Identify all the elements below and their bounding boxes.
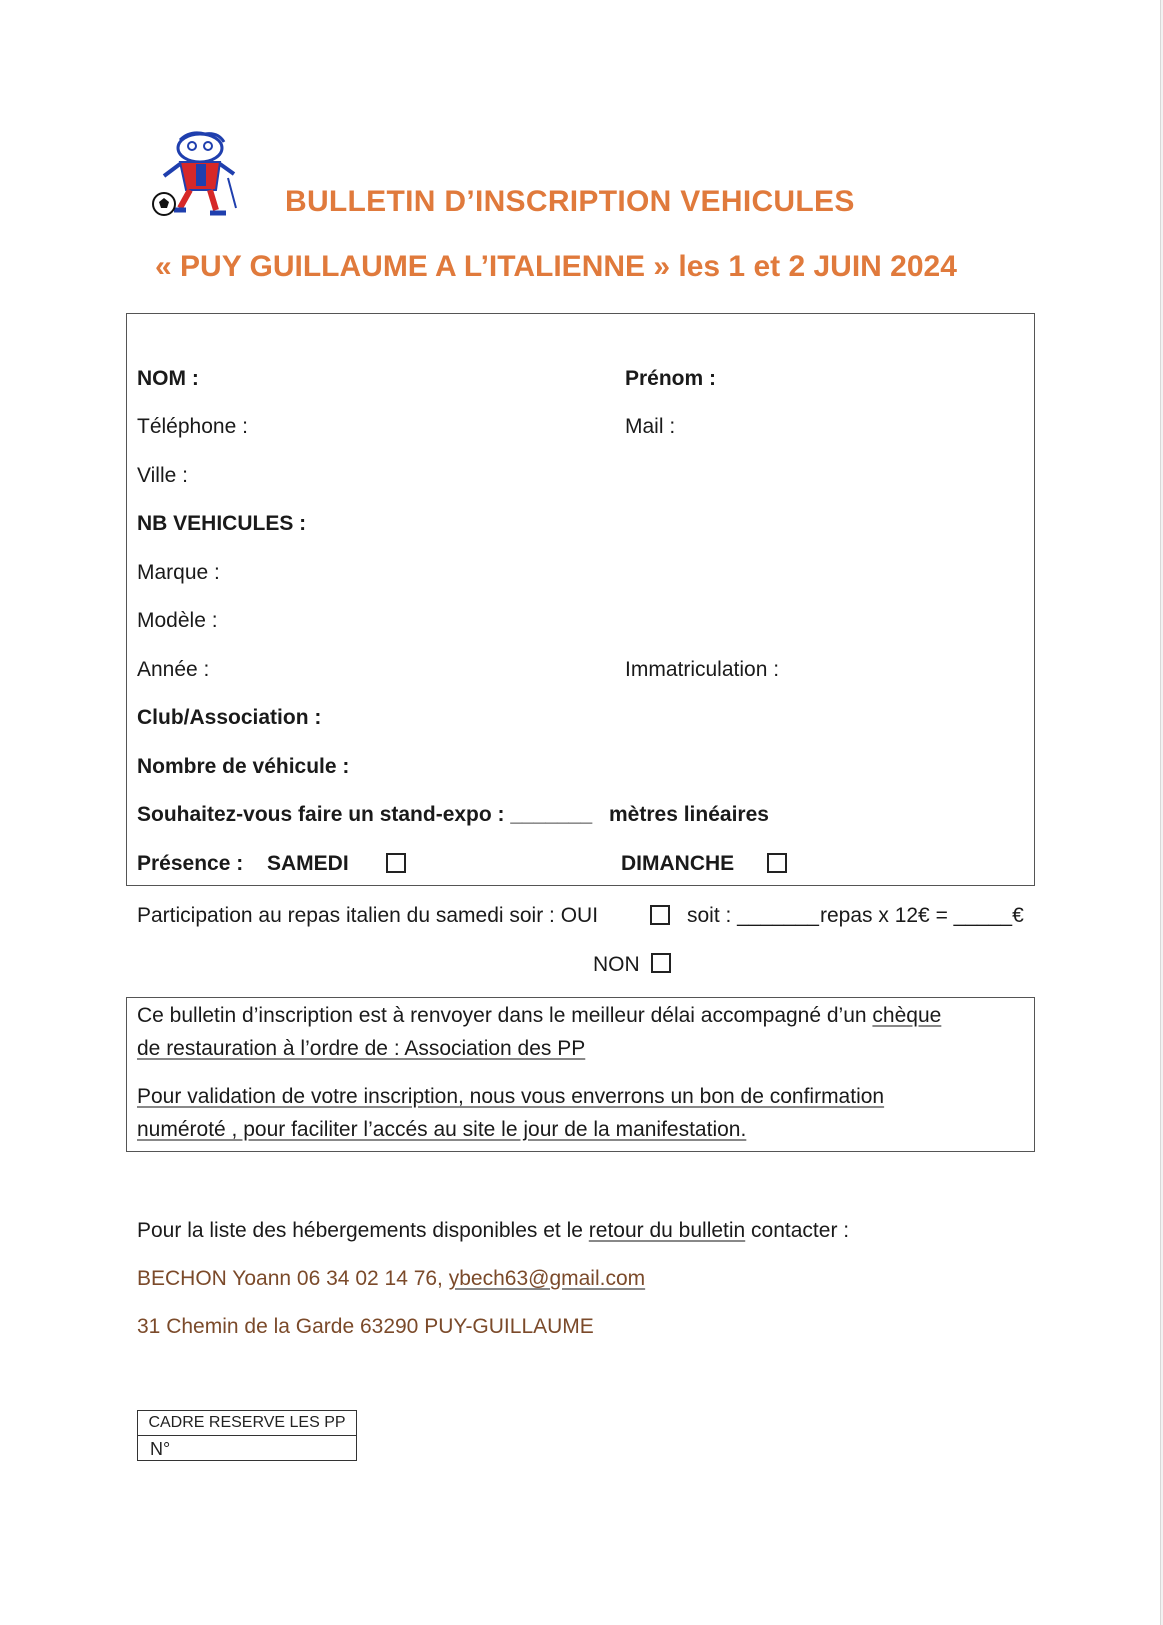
contact-address: 31 Chemin de la Garde 63290 PUY-GUILLAUME	[137, 1315, 594, 1338]
repas-participation-label: Participation au repas italien du samedi soir : OUI	[137, 904, 599, 927]
reserved-frame	[137, 1410, 357, 1461]
contact-name-phone: BECHON Yoann 06 34 02 14 76, ybech63@gmail.com	[137, 1267, 646, 1290]
telephone-field-label: Téléphone :	[137, 415, 248, 438]
notice-line-3: Pour validation de votre inscription, nous vous enverrons un bon de confirmation	[137, 1085, 885, 1108]
football-mascot-logo-icon	[150, 128, 245, 220]
dimanche-label: DIMANCHE	[621, 852, 735, 875]
notice-line-2: de restauration à l’ordre de : Association des PP	[137, 1037, 586, 1060]
notice-line-1: Ce bulletin d’inscription est à renvoyer dans le meilleur délai accompagné d’un chèque	[137, 1004, 942, 1027]
stand-unit-label: mètres linéaires	[609, 803, 769, 826]
annee-field-label: Année :	[137, 658, 210, 681]
notice-line-4: numéroté , pour faciliter l’accés au site le jour de la manifestation.	[137, 1118, 747, 1141]
samedi-label: SAMEDI	[267, 852, 349, 875]
immatriculation-field-label: Immatriculation :	[625, 658, 780, 681]
form-title: BULLETIN D’INSCRIPTION VEHICULES	[285, 185, 855, 218]
contact-intro: Pour la liste des hébergements disponibles et le retour du bulletin contacter :	[137, 1219, 850, 1242]
mail-field-label: Mail :	[625, 415, 676, 438]
contact-email-link[interactable]: ybech63@gmail.com	[448, 1267, 646, 1290]
reserved-frame-header: CADRE RESERVE LES PP	[138, 1411, 356, 1436]
samedi-checkbox[interactable]	[386, 853, 406, 873]
ville-field-label: Ville :	[137, 464, 188, 487]
nombre-vehicule-field-label: Nombre de véhicule :	[137, 755, 350, 778]
nb-vehicules-field-label: NB VEHICULES :	[137, 512, 307, 535]
event-subtitle: « PUY GUILLAUME A L’ITALIENNE » les 1 et 2 JUIN 2024	[155, 250, 957, 283]
stand-expo-field-label: Souhaitez-vous faire un stand-expo : _______	[137, 803, 593, 826]
nom-field-label: NOM :	[137, 367, 199, 390]
presence-label: Présence :	[137, 852, 244, 875]
repas-non-label: NON	[593, 953, 640, 976]
repas-oui-checkbox[interactable]	[650, 905, 670, 925]
club-field-label: Club/Association :	[137, 706, 322, 729]
repas-non-checkbox[interactable]	[651, 953, 671, 973]
repas-price-label: repas x 12€ = _____€	[820, 904, 1024, 927]
prenom-field-label: Prénom :	[625, 367, 717, 390]
dimanche-checkbox[interactable]	[767, 853, 787, 873]
reserved-frame-number: N°	[150, 1439, 171, 1459]
repas-soit-label: soit : _______	[687, 904, 819, 927]
registration-form-box	[126, 313, 1035, 886]
marque-field-label: Marque :	[137, 561, 220, 584]
modele-field-label: Modèle :	[137, 609, 218, 632]
